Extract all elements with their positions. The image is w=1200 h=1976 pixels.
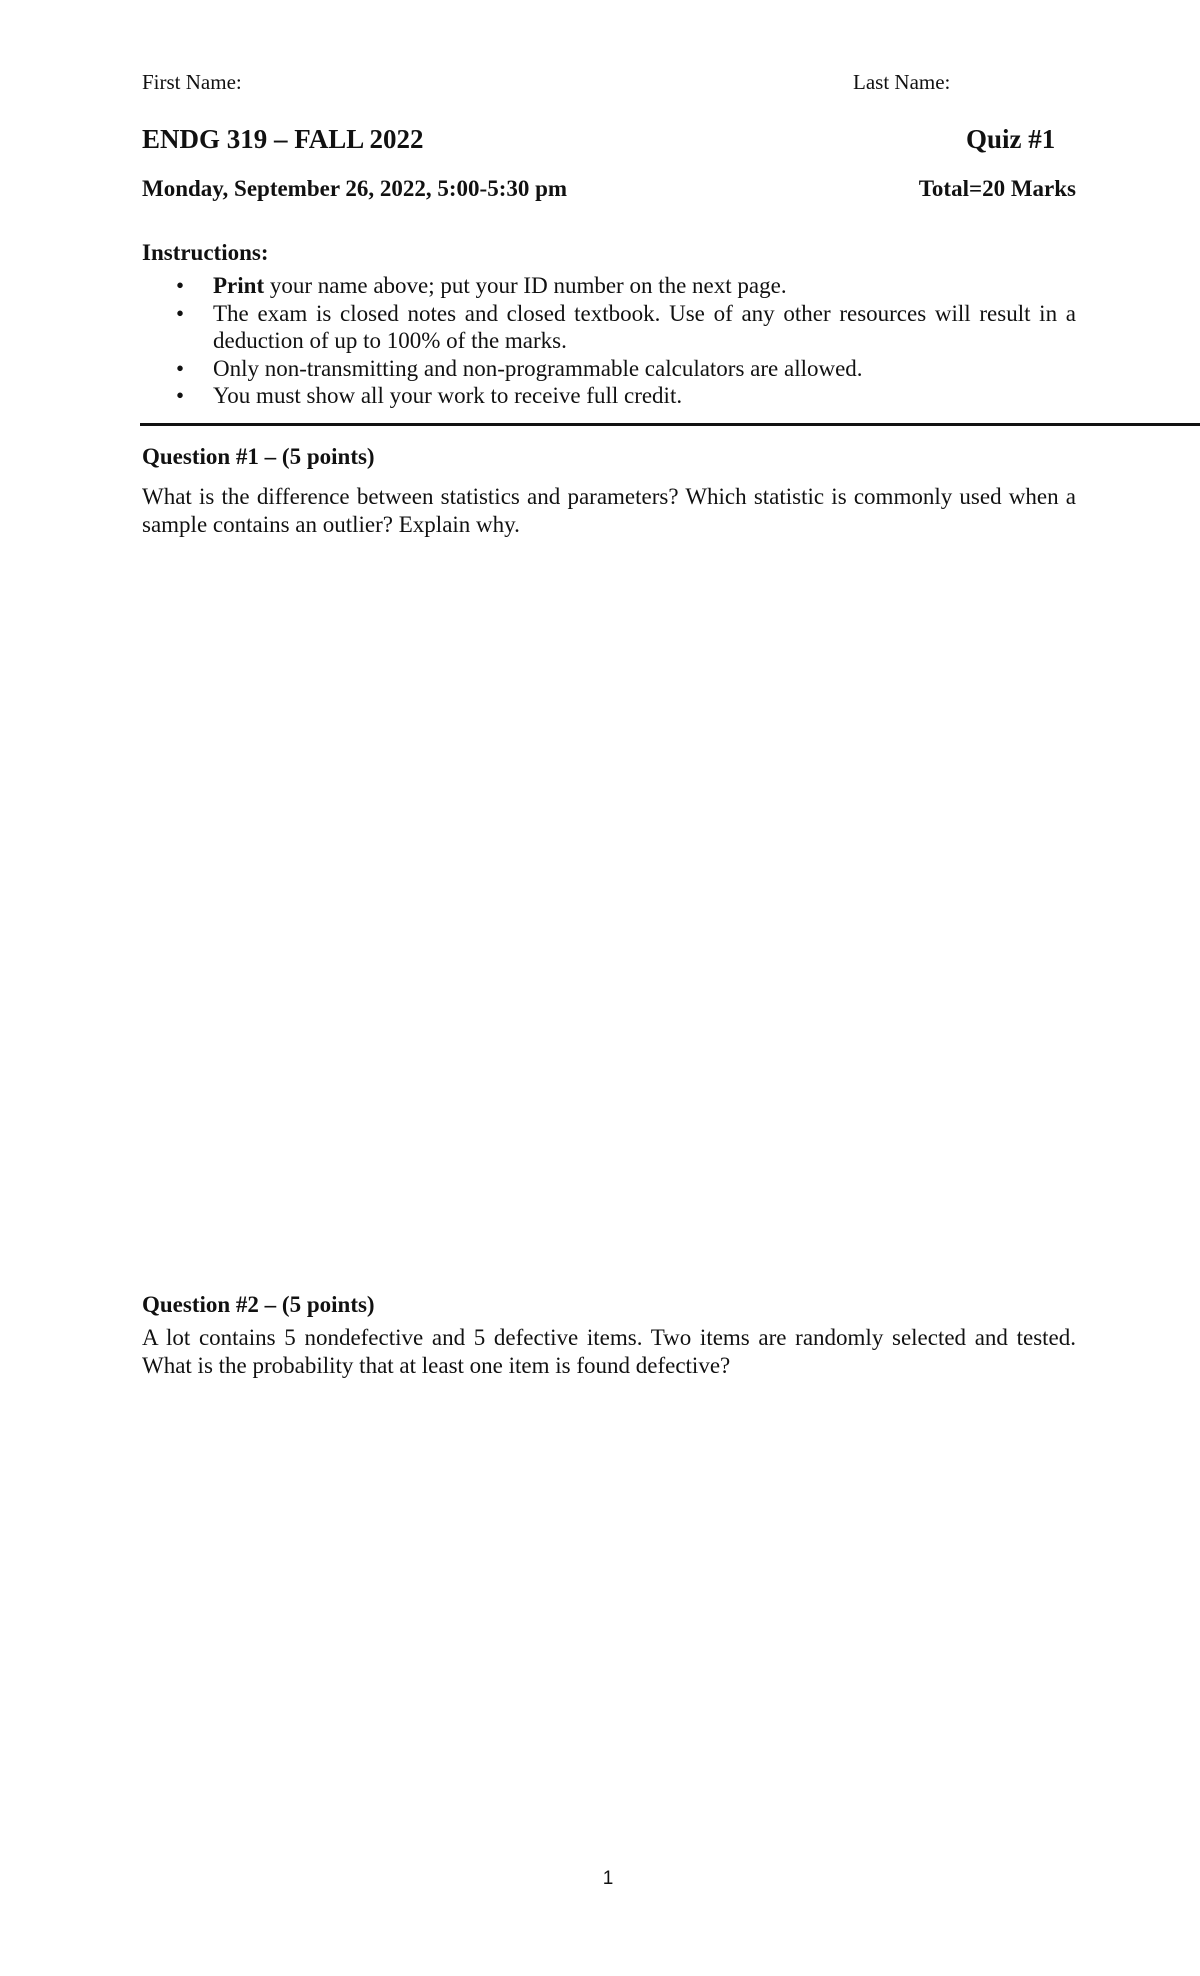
- first-name-label: First Name:: [142, 70, 242, 94]
- course-title: ENDG 319 – FALL 2022: [142, 124, 424, 154]
- instruction-item: [142, 272, 1076, 300]
- quiz-title: Quiz #1: [966, 124, 1056, 154]
- bullet-icon: •: [176, 273, 185, 298]
- bullet-icon: •: [176, 300, 185, 326]
- question-1-text: What is the difference between statistics and parameters? Which statistic is commonly used when a sample contains an outlier? Explain why.: [142, 484, 1076, 537]
- question-1-heading: Question #1 – (5 points): [142, 444, 375, 469]
- instruction-text: Only non-transmitting and non-programmable calculators are allowed.: [213, 355, 863, 381]
- page-number: 1: [602, 1868, 614, 1889]
- total-marks: Total=20 Marks: [918, 176, 1076, 201]
- instructions-heading: Instructions:: [142, 240, 269, 265]
- question-2-heading: Question #2 – (5 points): [142, 1292, 375, 1317]
- bullet-icon: •: [176, 355, 185, 381]
- exam-date: Monday, September 26, 2022, 5:00-5:30 pm: [142, 176, 568, 201]
- question-2-text: A lot contains 5 nondefective and 5 defective items. Two items are randomly selected and tested. What is the probability that at least one item is found defective?: [142, 1325, 1076, 1378]
- last-name-label: Last Name:: [853, 70, 951, 94]
- instruction-bold-text: Print: [213, 273, 265, 298]
- bullet-icon: •: [176, 383, 185, 408]
- instruction-item: [142, 300, 1076, 355]
- instruction-item: [142, 355, 1076, 383]
- instruction-text: your name above; put your ID number on the next page.: [264, 273, 787, 298]
- instruction-item: [142, 382, 1076, 410]
- instruction-text: The exam is closed notes and closed textbook. Use of any other resources will result in a deduction of up to 100% of the marks.: [213, 300, 1076, 353]
- instruction-text: You must show all your work to receive full credit.: [213, 383, 683, 408]
- instruction-list: [142, 272, 1076, 410]
- header-divider: [140, 423, 1200, 426]
